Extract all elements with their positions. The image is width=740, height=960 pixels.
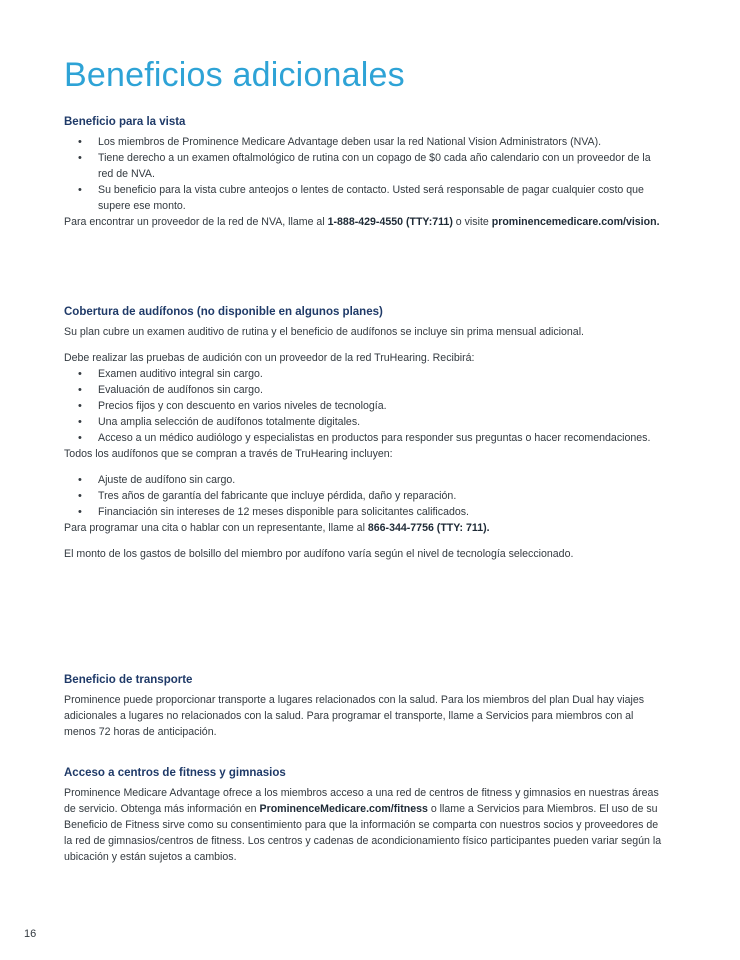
hearing-section — [64, 306, 664, 562]
hearing-cost: El monto de los gastos de bolsillo del miembro por audífono varía según el nivel de tecnología seleccionado. — [64, 548, 574, 560]
hearing-purchase-intro: Todos los audífonos que se compran a través de TruHearing incluyen: — [64, 448, 393, 460]
vision-section — [64, 116, 664, 230]
page-number: 16 — [24, 928, 37, 940]
fitness-heading: Acceso a centros de fitness y gimnasios — [64, 767, 286, 779]
list-item: • Examen auditivo integral sin cargo. — [64, 366, 664, 382]
hearing-phone: 866-344-7756 (TTY: 711). — [367, 522, 490, 534]
list-item: • Ajuste de audífono sin cargo. — [64, 472, 664, 488]
list-item: • Tiene derecho a un examen oftalmológico de rutina con un copago de $0 cada año calendario con un proveedor de la red de NVA. — [64, 150, 664, 182]
hearing-purchase-list — [64, 472, 664, 520]
transport-text: Prominence puede proporcionar transporte a lugares relacionados con la salud. Para los miembros del plan Dual hay viajes adicionales a lugares no relacionados con la salud. Para programar el transporte, llame a Servicios para miembros con al menos 72 horas de anticipación. — [64, 694, 645, 738]
list-item: • Su beneficio para la vista cubre anteojos o lentes de contacto. Usted será responsable de pagar cualquier costo que supere ese monto. — [64, 182, 664, 214]
list-item: • Una amplia selección de audífonos totalmente digitales. — [64, 414, 664, 430]
hearing-receive-list — [64, 366, 664, 446]
vision-list — [64, 134, 664, 214]
fitness-text: Prominence Medicare Advantage ofrece a los miembros acceso a una red de centros de fitness y gimnasios en nuestras áreas de servicio. Obtenga más información en ProminenceMedicare.com/fitness o llame a Servicios para Miembros. El uso de su Beneficio de Fitness sirve como su consentimiento para que la información se comparta con nuestros socios y proveedores de la red de gimnasios/centros de fitness. Los centros y cadenas de acondicionamiento físico participantes pueden variar según la ubicación y están sujetos a cambios. — [64, 787, 662, 863]
vision-contact: Para encontrar un proveedor de la red de NVA, llame al 1-888-429-4550 (TTY:711) o visite prominencemedicare.com/vision. — [64, 216, 660, 228]
page-title: Beneficios adicionales — [64, 56, 405, 94]
fitness-section — [64, 767, 664, 865]
vision-phone: 1-888-429-4550 (TTY:711) — [327, 216, 453, 228]
vision-heading: Beneficio para la vista — [64, 116, 186, 128]
transport-section — [64, 674, 664, 740]
hearing-tests-intro: Debe realizar las pruebas de audición con un proveedor de la red TruHearing. Recibirá: — [64, 352, 475, 364]
list-item: • Financiación sin intereses de 12 meses disponible para solicitantes calificados. — [64, 504, 664, 520]
fitness-link[interactable]: ProminenceMedicare.com/fitness — [259, 803, 428, 815]
list-item: • Los miembros de Prominence Medicare Advantage deben usar la red National Vision Administrators (NVA). — [64, 134, 664, 150]
hearing-heading: Cobertura de audífonos (no disponible en algunos planes) — [64, 306, 383, 318]
list-item: • Precios fijos y con descuento en varios niveles de tecnología. — [64, 398, 664, 414]
hearing-intro: Su plan cubre un examen auditivo de rutina y el beneficio de audífonos se incluye sin prima mensual adicional. — [64, 326, 584, 338]
vision-link[interactable]: prominencemedicare.com/vision. — [491, 216, 660, 228]
list-item: • Acceso a un médico audiólogo y especialistas en productos para responder sus preguntas o hacer recomendaciones. — [64, 430, 664, 446]
list-item: • Tres años de garantía del fabricante que incluye pérdida, daño y reparación. — [64, 488, 664, 504]
hearing-schedule: Para programar una cita o hablar con un representante, llame al 866-344-7756 (TTY: 711). — [64, 522, 490, 534]
transport-heading: Beneficio de transporte — [64, 674, 193, 686]
list-item: • Evaluación de audífonos sin cargo. — [64, 382, 664, 398]
